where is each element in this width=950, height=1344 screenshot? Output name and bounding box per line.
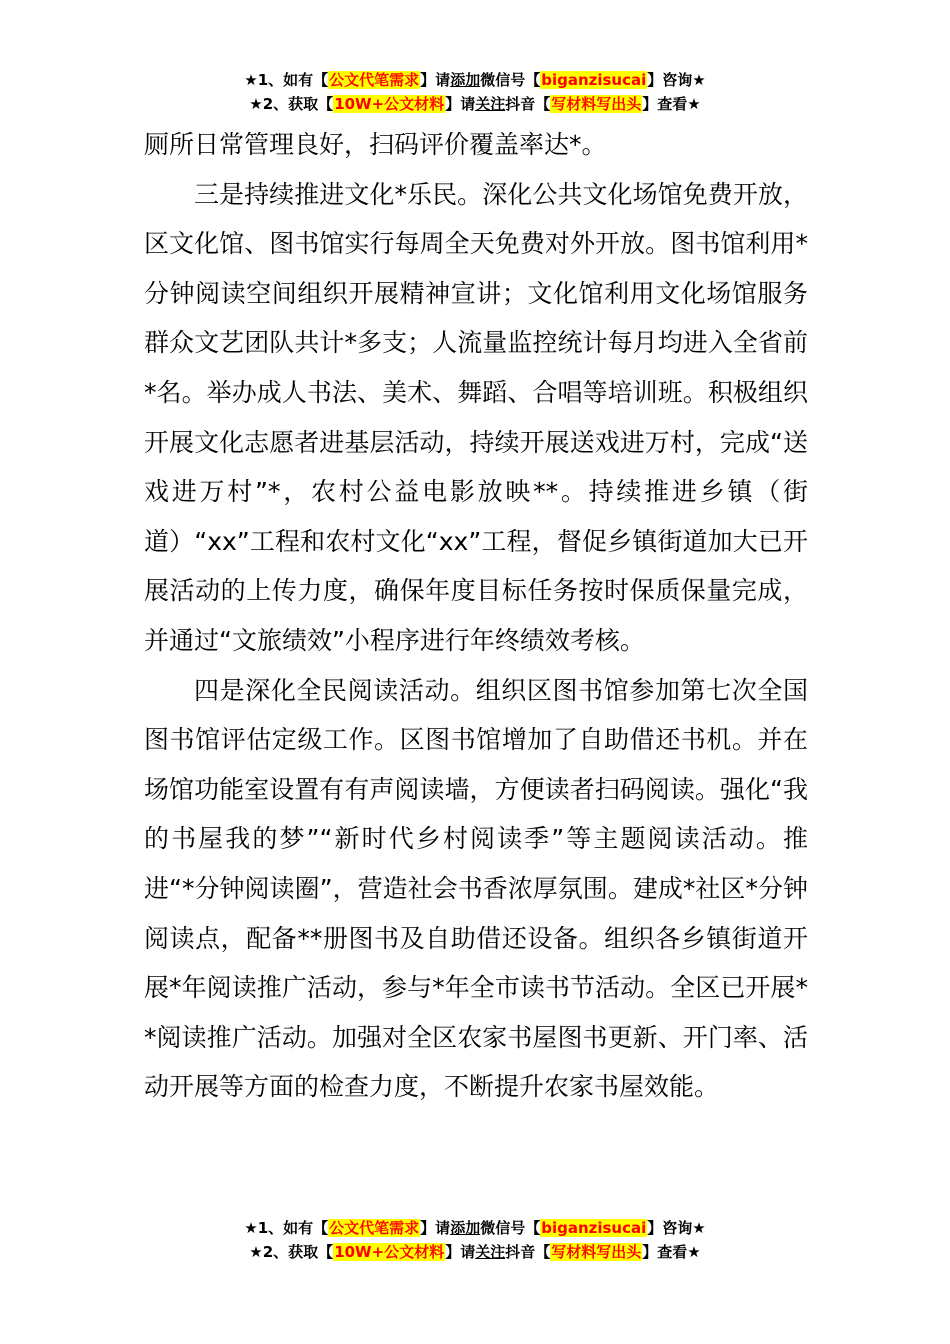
banner-text: 】请 — [445, 1243, 476, 1261]
banner-text: 抖音【 — [505, 1243, 551, 1261]
header-banner — [0, 68, 950, 116]
highlight-wechat-id: biganzisucai — [541, 71, 647, 89]
underline-follow: 关注 — [475, 1243, 506, 1261]
banner-text: ★1、如有【 — [244, 1219, 329, 1237]
banner-text: 】查看★ — [642, 1243, 701, 1261]
highlight-douyin-id: 写材料写出头 — [551, 1243, 642, 1261]
banner-line-2 — [0, 1240, 950, 1264]
paragraph-culture: 三是持续推进文化*乐民。深化公共文化场馆免费开放，区文化馆、图书馆实行每周全天免费对外开放。图书馆利用*分钟阅读空间组织开展精神宣讲；文化馆利用文化场馆服务群众文艺团队共计*多支；人流量监控统计每月均进入全省前*名。举办成人书法、美术、舞蹈、合唱等培训班。积极组织开展文化志愿者进基层活动，持续开展送戏进万村，完成“送戏进万村”*，农村公益电影放映**。持续推进乡镇（街道）“xx”工程和农村文化“xx”工程，督促乡镇街道加大已开展活动的上传力度，确保年度目标任务按时保质保量完成，并通过“文旅绩效”小程序进行年终绩效考核。 — [144, 179, 808, 655]
underline-follow: 关注 — [475, 95, 506, 113]
footer-banner — [0, 1216, 950, 1264]
banner-line-1 — [0, 68, 950, 92]
banner-text: 】请 — [420, 71, 451, 89]
highlight-wechat-id: biganzisucai — [541, 1219, 647, 1237]
underline-add: 添加 — [450, 71, 481, 89]
paragraph-reading: 四是深化全民阅读活动。组织区图书馆参加第七次全国图书馆评估定级工作。区图书馆增加了自助借还书机。并在场馆功能室设置有有声阅读墙，方便读者扫码阅读。强化“我的书屋我的梦”“新时代乡村阅读季”等主题阅读活动。推进“*分钟阅读圈”，营造社会书香浓厚氛围。建成*社区*分钟阅读点，配备**册图书及自助借还设备。组织各乡镇街道开展*年阅读推广活动，参与*年全市读书节活动。全区已开展**阅读推广活动。加强对全区农家书屋图书更新、开门率、活动开展等方面的检查力度，不断提升农家书屋效能。 — [144, 675, 808, 1102]
banner-text: 抖音【 — [505, 95, 551, 113]
document-body — [144, 120, 808, 1112]
highlight-materials: 10W+公文材料 — [334, 95, 445, 113]
banner-text: 】请 — [445, 95, 476, 113]
paragraph-continuation: 厕所日常管理良好，扫码评价覆盖率达*。 — [144, 130, 607, 159]
banner-text: ★2、获取【 — [249, 1243, 334, 1261]
banner-text: 微信号【 — [480, 71, 541, 89]
banner-text: 微信号【 — [480, 1219, 541, 1237]
highlight-service: 公文代笔需求 — [329, 1219, 420, 1237]
banner-text: 】查看★ — [642, 95, 701, 113]
banner-line-2 — [0, 92, 950, 116]
highlight-materials: 10W+公文材料 — [334, 1243, 445, 1261]
banner-line-1 — [0, 1216, 950, 1240]
banner-text: ★2、获取【 — [249, 95, 334, 113]
banner-text: ★1、如有【 — [244, 71, 329, 89]
banner-text: 】请 — [420, 1219, 451, 1237]
banner-text: 】咨询★ — [647, 1219, 706, 1237]
highlight-service: 公文代笔需求 — [329, 71, 420, 89]
highlight-douyin-id: 写材料写出头 — [551, 95, 642, 113]
underline-add: 添加 — [450, 1219, 481, 1237]
banner-text: 】咨询★ — [647, 71, 706, 89]
